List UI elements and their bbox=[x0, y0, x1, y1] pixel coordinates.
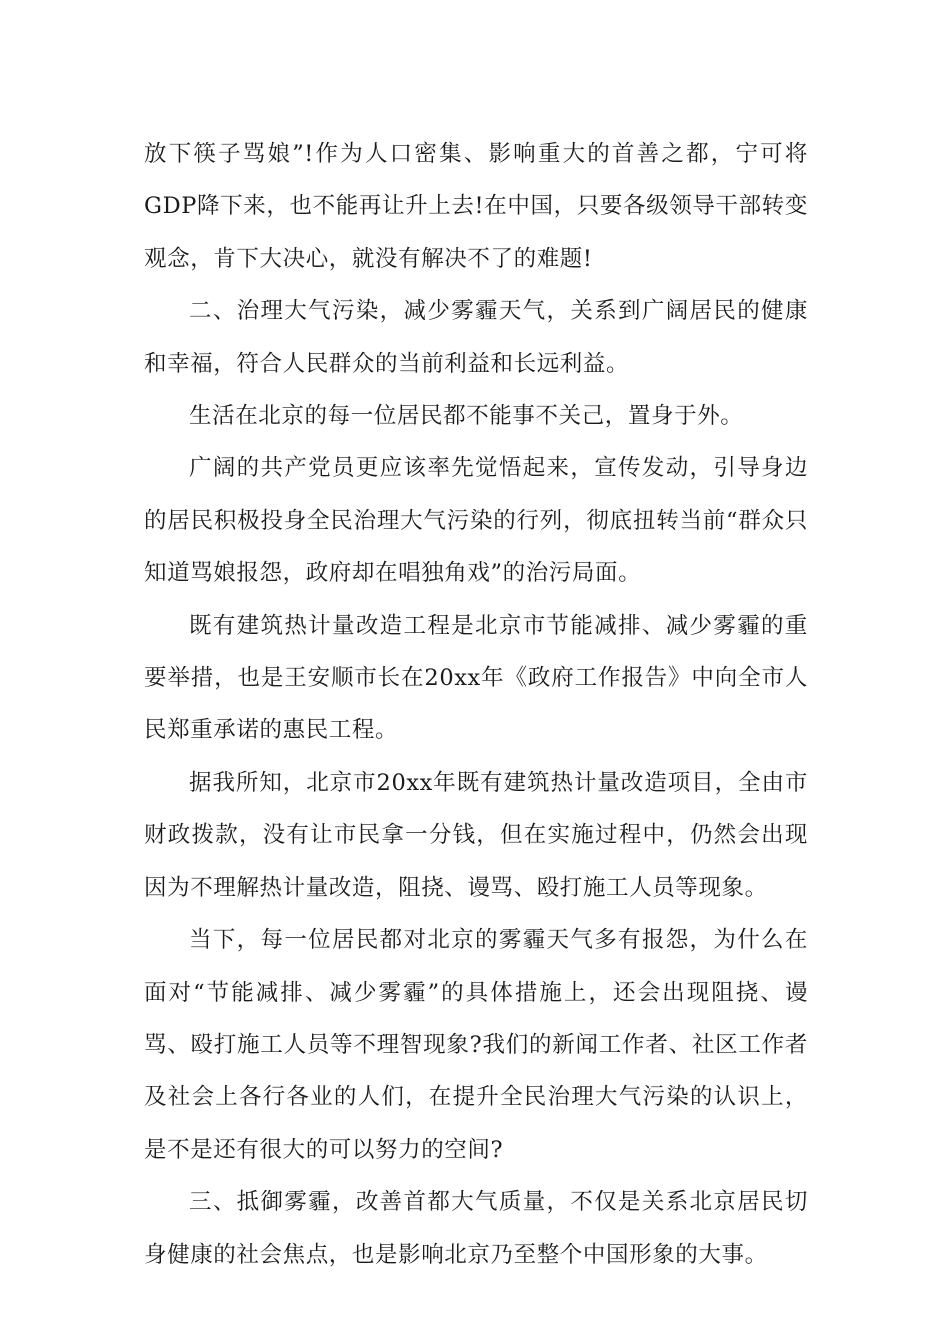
paragraph: 据我所知，北京市20xx年既有建筑热计量改造项目，全由市财政拨款，没有让市民拿一分钱，但在实施过程中，仍然会出现因为不理解热计量改造，阻挠、谩骂、殴打施工人员等现象。 bbox=[144, 769, 808, 901]
body-text bbox=[144, 128, 808, 1281]
paragraph: 既有建筑热计量改造工程是北京市节能减排、减少雾霾的重要举措，也是王安顺市长在20xx年《政府工作报告》中向全市人民郑重承诺的惠民工程。 bbox=[144, 612, 808, 744]
paragraph: 当下，每一位居民都对北京的雾霾天气多有报怨，为什么在面对“节能减排、减少雾霾”的具体措施上，还会出现阻挠、谩骂、殴打施工人员等不理智现象?我们的新闻工作者、社区工作者及社会上各行各业的人们，在提升全民治理大气污染的认识上，是不是还有很大的可以努力的空间? bbox=[144, 927, 808, 1163]
paragraph-section-two: 二、治理大气污染，减少雾霾天气，关系到广阔居民的健康和幸福，符合人民群众的当前利益和长远利益。 bbox=[144, 298, 808, 377]
paragraph: 生活在北京的每一位居民都不能事不关己，置身于外。 bbox=[189, 403, 744, 430]
paragraph-section-three: 三、抵御雾霾，改善首都大气质量，不仅是关系北京居民切身健康的社会焦点，也是影响北京乃至整个中国形象的大事。 bbox=[144, 1189, 808, 1268]
paragraph-continued: 放下筷子骂娘”!作为人口密集、影响重大的首善之都，宁可将GDP降下来，也不能再让升上去!在中国，只要各级领导干部转变观念，肯下大决心，就没有解决不了的难题! bbox=[144, 141, 808, 272]
paragraph: 广阔的共产党员更应该率先觉悟起来，宣传发动，引导身边的居民积极投身全民治理大气污染的行列，彻底扭转当前“群众只知道骂娘报怨，政府却在唱独角戏”的治污局面。 bbox=[144, 455, 808, 587]
